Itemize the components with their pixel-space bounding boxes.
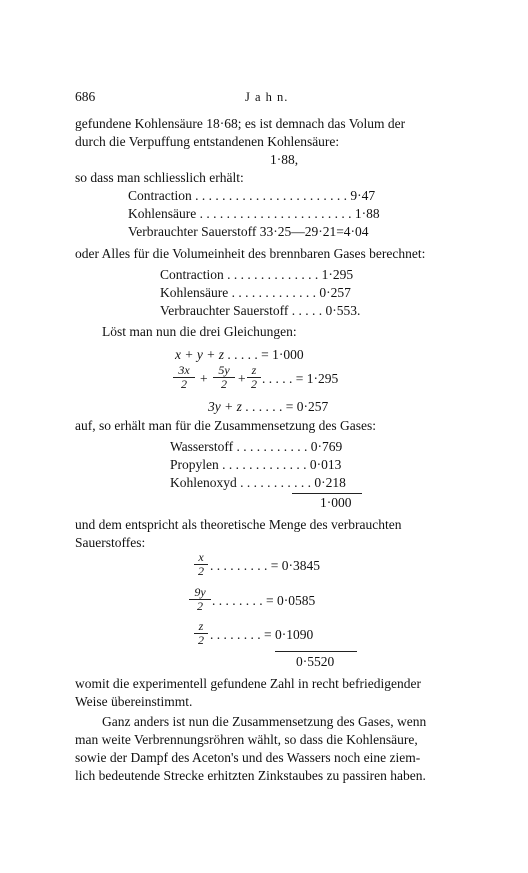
table1-label: Verbrauchter Sauerstoff 33·25—29·21=4·04 [128, 224, 369, 239]
frac-numerator: 5y [213, 364, 235, 378]
fractions-total: 0·5520 [296, 654, 335, 669]
para1-value: 1·88, [270, 152, 299, 167]
table2-value: 1·295 [321, 267, 354, 282]
fraction-value: = 0·3845 [270, 558, 320, 573]
table2-label: Verbrauchter Sauerstoff [160, 303, 289, 318]
para7-line1: Ganz anders ist nun die Zusammensetzung des Gases, wenn [102, 714, 427, 729]
table2-label: Contraction [160, 267, 224, 282]
frac-denominator: 2 [198, 633, 204, 647]
fraction-2-tail [212, 592, 315, 610]
table2-value: 0·553. [325, 303, 361, 318]
table1-label: Kohlensäure [128, 206, 197, 221]
page-number: 686 [75, 89, 96, 104]
frac-denominator: 2 [251, 377, 257, 391]
fraction-3-tail [210, 626, 313, 644]
fraction-dots: . . . . . . . . [210, 627, 264, 642]
equation-1 [175, 346, 304, 364]
equation-1-lhs: x + y + z [175, 347, 224, 362]
para1-line3: so dass man schliesslich erhält: [75, 170, 244, 185]
equation-1-dots: . . . . . [223, 347, 262, 362]
para1-line2: durch die Verpuffung entstandenen Kohlensäure: [75, 134, 340, 149]
table3-value: 0·769 [310, 439, 343, 454]
equation-3 [208, 398, 328, 416]
table3-row [170, 456, 341, 474]
frac-numerator: 9y [189, 586, 211, 600]
table3-label: Kohlenoxyd [170, 475, 237, 490]
table3-row [170, 438, 342, 456]
table2-dots: . . . . . [288, 303, 326, 318]
equation-2-frac1 [173, 364, 195, 391]
equation-2-dots: . . . . . [262, 371, 296, 386]
frac-numerator: z [194, 620, 208, 634]
table2-row [160, 302, 360, 320]
fraction-dots: . . . . . . . . [212, 593, 266, 608]
table1-value: 1·88 [354, 206, 380, 221]
table3-dots: . . . . . . . . . . . . . [218, 457, 310, 472]
table3-dots: . . . . . . . . . . . [236, 475, 315, 490]
equation-2-rhs: = 1·295 [295, 371, 339, 386]
fraction-1 [194, 551, 208, 578]
table1-row [128, 187, 375, 205]
para7-line3: sowie der Dampf des Aceton's und des Wassers noch eine ziem- [75, 750, 421, 765]
para5-line1: und dem entspricht als theoretische Menge des verbrauchten [75, 517, 402, 532]
table1-row [128, 223, 369, 241]
fraction-value: = 0·1090 [264, 627, 314, 642]
table2-row [160, 266, 353, 284]
frac-denominator: 2 [197, 599, 203, 613]
table3-value: 0·218 [314, 475, 346, 490]
frac-denominator: 2 [198, 564, 204, 578]
fraction-value: = 0·0585 [266, 593, 316, 608]
equation-3-rhs: = 0·257 [285, 399, 329, 414]
fraction-1-tail [210, 557, 320, 575]
para7-line4: lich bedeutende Strecke erhitzten Zinkstaubes zu passiren haben. [75, 768, 426, 783]
table3-label: Propylen [170, 457, 219, 472]
para7-line2: man weite Verbrennungsröhren wählt, so dass die Kohlensäure, [75, 732, 418, 747]
table2-value: 0·257 [319, 285, 351, 300]
fraction-2 [189, 586, 211, 613]
fraction-dots: . . . . . . . . . [210, 558, 271, 573]
equation-2-frac3 [247, 364, 261, 391]
running-title: J a h n. [245, 90, 289, 104]
table3-total: 1·000 [320, 495, 352, 510]
para5-line2: Sauerstoffes: [75, 535, 146, 550]
table3-label: Wasserstoff [170, 439, 234, 454]
table2-dots: . . . . . . . . . . . . . . [223, 267, 322, 282]
fractions-sum-rule [275, 651, 357, 652]
frac-denominator: 2 [181, 377, 187, 391]
table3-row [170, 474, 346, 492]
equation-2-plus2: + [238, 371, 246, 386]
equation-2-frac2 [213, 364, 235, 391]
equation-3-lhs: 3y + z [208, 399, 242, 414]
equation-2-plus1: + [200, 371, 208, 386]
table1-label: Contraction [128, 188, 192, 203]
table2-row [160, 284, 351, 302]
equation-3-dots: . . . . . . [241, 399, 286, 414]
fraction-3 [194, 620, 208, 647]
para6-line1: womit die experimentell gefundene Zahl in recht befriedigender [75, 676, 421, 691]
para4-line1: auf, so erhält man für die Zusammensetzung des Gases: [75, 418, 377, 433]
para3-line1: Löst man nun die drei Gleichungen: [102, 324, 297, 339]
equation-2-tail [262, 370, 338, 388]
table1-row [128, 205, 380, 223]
frac-denominator: 2 [221, 377, 227, 391]
para1-line1: gefundene Kohlensäure 18·68; es ist demnach das Volum der [75, 116, 406, 131]
table1-dots: . . . . . . . . . . . . . . . . . . . . . . . [191, 188, 351, 203]
equation-1-rhs: = 1·000 [261, 347, 304, 362]
para6-line2: Weise übereinstimmt. [75, 694, 193, 709]
table3-dots: . . . . . . . . . . . [233, 439, 311, 454]
table1-value: 9·47 [350, 188, 376, 203]
table2-dots: . . . . . . . . . . . . . [228, 285, 320, 300]
frac-numerator: z [247, 364, 261, 378]
frac-numerator: 3x [173, 364, 195, 378]
para2-line1: oder Alles für die Volumeinheit des brennbaren Gases berechnet: [75, 246, 426, 261]
table3-value: 0·013 [309, 457, 342, 472]
table2-label: Kohlensäure [160, 285, 229, 300]
frac-numerator: x [194, 551, 208, 565]
table1-dots: . . . . . . . . . . . . . . . . . . . . . . . [196, 206, 355, 221]
